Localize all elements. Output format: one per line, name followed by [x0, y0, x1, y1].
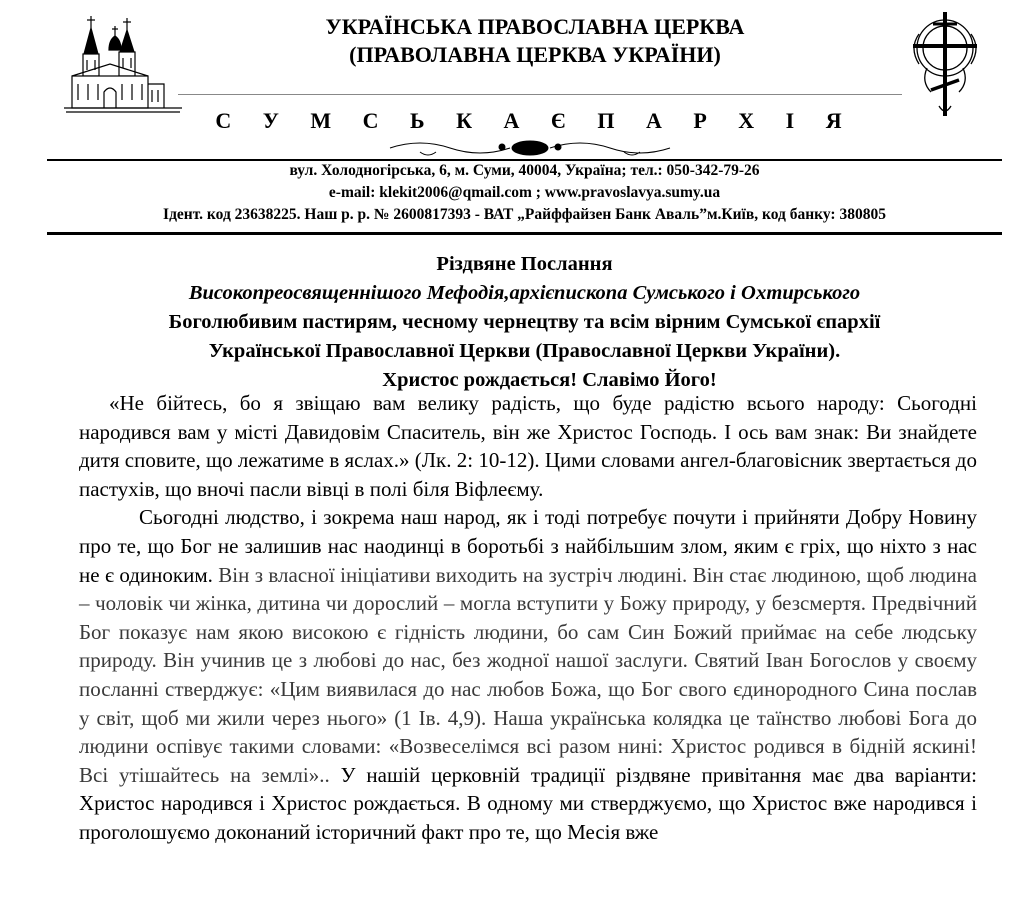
- letter-addressees-2: Української Православної Церкви (Православної Церкви України).: [208, 340, 841, 362]
- title-block: [47, 250, 1002, 395]
- body-paragraph-1: «Не бійтесь, бо я звіщаю вам велику радість, що буде радістю всього народу: Сьогодні народився вам у місті Давидовім Спаситель, він же Христос Господь. І ось вам знак: Ви знайдете дитя сповите, що лежатиме в яслах.» (Лк. 2: 10-12). Цими словами ангел-благовісник звертається до пастухів, що вночі пасли вівці в полі біля Віфлеєму.: [79, 391, 977, 501]
- organization-title: УКРАЇНСЬКА ПРАВОСЛАВНА ЦЕРКВА: [325, 14, 745, 39]
- body-paragraph-2-part-3: У нашій церковній традиції різдвяне привітання має два варіанти: Христос народився і Христос рождається. В одному ми стверджуємо, що Христос вже народився і проголошуємо доконаний історичний факт про те, що Месія вже: [79, 762, 977, 844]
- letter-heading: Різдвяне Послання: [436, 253, 613, 275]
- body-paragraph-2: [79, 503, 977, 846]
- contact-address: вул. Холодногірська, 6, м. Суми, 40004, Україна; тел.: 050-342-79-26: [289, 162, 760, 179]
- body-paragraph-2-part-1: Сьогодні людство, і зокрема наш народ, як і тоді потребує почути і прийняти Добру Новину про те, що Бог не залишив нас наодинці в боротьбі з найбільшим злом, яким є гріх, що ніхто з нас не є одиноким.: [79, 505, 977, 587]
- letter-author: Високопреосвященнішого Мефодія,архієпископа Сумського і Охтирського: [188, 282, 861, 304]
- body-paragraph-2-part-2: Він з власної ініціативи виходить на зустріч людині. Він стає людиною, щоб людина – чоловік чи жінка, дитина чи дорослий – могла вступити у Божу природу, у безсмертя. Предвічний Бог показує нам якою високою є гідність людини, бо сам Син Божий приймає на себе людську природу. Він учинив це з любові до нас, без жодної нашої заслуги. Святий Іван Богослов у своєму посланні стверджує: «Цим виявилася до нас любов Божа, що Бог свого єдинородного Сина послав у світ, щоб ми жили через нього» (1 Ів. 4,9). Наша українська колядка це таїнство любові Бога до людини оспівує такими словами: «Возвеселімся всі разом нині: Христос родився в бідній яскині! Всі утішайтесь на землі»..: [79, 562, 977, 787]
- orthodox-cross-icon: [905, 10, 985, 122]
- letter-greeting: Христос рождається! Славімо Його!: [382, 369, 717, 391]
- header-rule-top: [47, 159, 1002, 161]
- church-building-icon: [64, 14, 184, 116]
- header-rule-bottom: [47, 232, 1002, 235]
- eparchy-title: С У М С Ь К А Є П А Р Х І Я: [215, 108, 855, 133]
- letter-addressees-1: Боголюбивим пастирям, чесному чернецтву та всім вірним Сумської єпархії: [168, 311, 881, 333]
- letter-body: [79, 389, 977, 847]
- header-rule-thin: [178, 94, 902, 95]
- contact-email: e-mail: klekit2006@qmail.com ; www.pravoslavya.sumy.ua: [328, 184, 721, 201]
- contact-bank: Ідент. код 23638225. Наш р. р. № 2600817393 - ВАТ „Райффайзен Банк Аваль”м.Київ, код банку: 380805: [163, 206, 886, 223]
- ornament-divider: [380, 134, 680, 160]
- organization-subtitle: (ПРАВОЛАВНА ЦЕРКВА УКРАЇНИ): [349, 42, 721, 67]
